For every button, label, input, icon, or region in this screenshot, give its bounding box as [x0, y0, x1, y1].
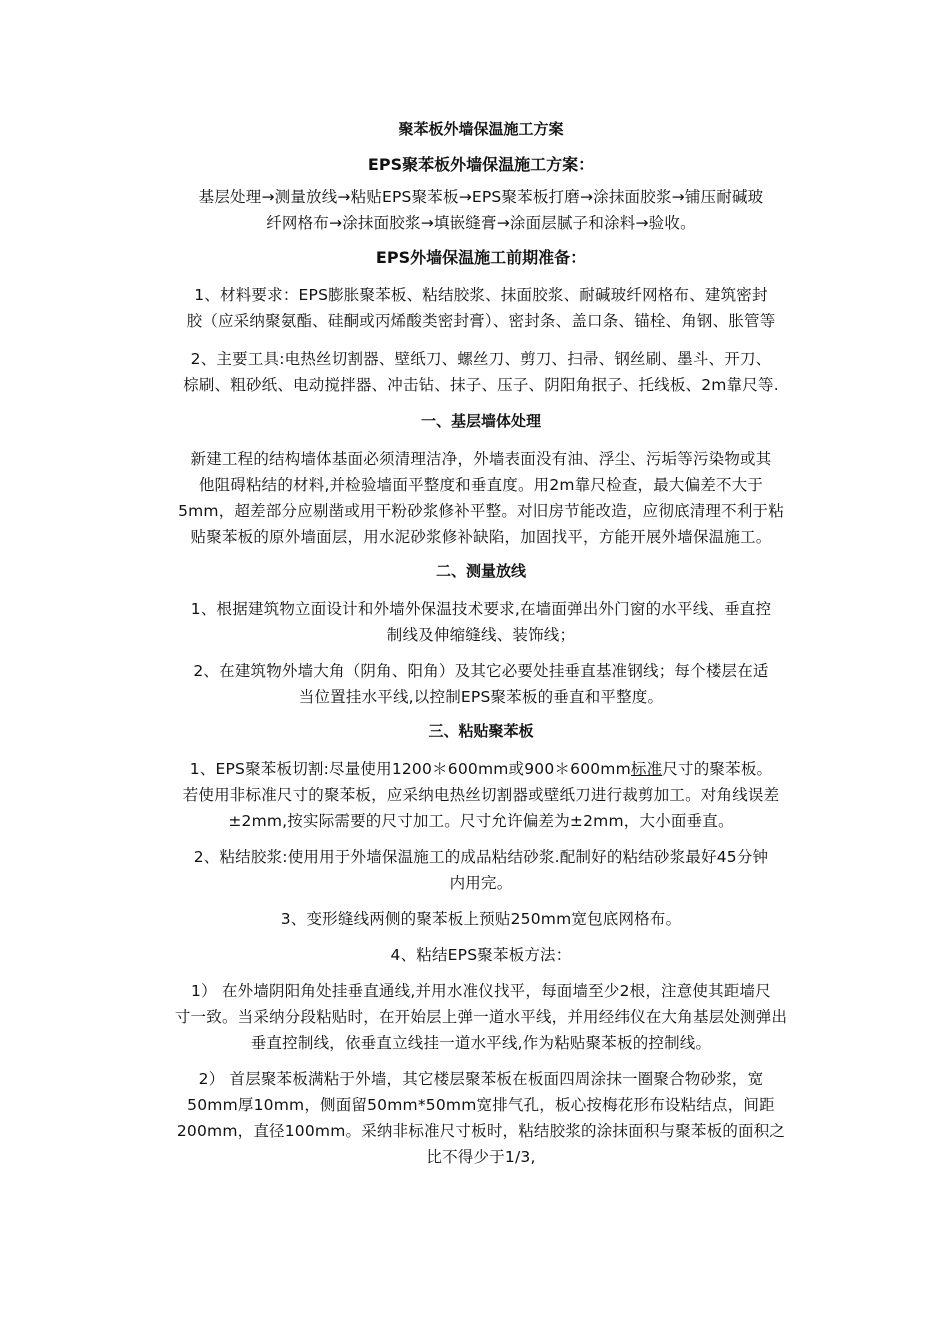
underlined-text: 标准: [630, 760, 663, 778]
paragraph-line: 内用完。: [449, 874, 513, 892]
paragraph-line: 胶（应采纳聚氨酯、硅酮或丙烯酸类密封膏）、密封条、盖口条、锚栓、角钢、胀管等: [186, 312, 776, 330]
paragraph-line: 贴聚苯板的原外墙面层，用水泥砂浆修补缺陷，加固找平，方能开展外墙保温施工。: [190, 528, 772, 546]
paragraph-line: 4、粘结EPS聚苯板方法：: [390, 946, 572, 964]
doc-title: 聚苯板外墙保温施工方案: [398, 120, 564, 138]
paragraph-line: 他阻碍粘结的材料,并检验墙面平整度和垂直度。用2m靠尺检查，最大偏差不大于: [198, 476, 764, 494]
paragraph-line: 比不得少于1/3,: [426, 1148, 536, 1166]
prep-item-2: [150, 346, 812, 398]
paragraph-line: 2、主要工具:电热丝切割器、壁纸刀、螺丝刀、剪刀、扫帚、钢丝刷、墨斗、开刀、: [190, 350, 772, 368]
section-3-item-3: [150, 906, 812, 932]
paragraph-line: ±2mm,按实际需要的尺寸加工。尺寸允许偏差为±2mm，大小面垂直。: [228, 812, 734, 830]
paragraph-line: 2、在建筑物外墙大角（阴角、阳角）及其它必要处挂垂直基准钢线；每个楼层在适: [193, 662, 769, 680]
paragraph-line: 制线及伸缩缝线、装饰线；: [386, 626, 576, 644]
text-run: 尺寸的聚苯板。: [662, 760, 773, 778]
heading-prep: EPS外墙保温施工前期准备：: [375, 248, 587, 267]
paragraph-line: 1、材料要求：EPS膨胀聚苯板、粘结胶浆、抹面胶浆、耐碱玻纤网格布、建筑密封: [194, 286, 768, 304]
section-3-4-sub-1: [150, 978, 812, 1056]
paragraph-line: 1） 在外墙阴阳角处挂垂直通线,并用水准仪找平，每面墙至少2根，注意使其距墙尺: [191, 982, 771, 1000]
text-run: 1、EPS聚苯板切割:尽量使用1200＊600mm或900＊600mm: [189, 760, 631, 778]
paragraph-line: 寸一致。当采纳分段粘贴时，在开始层上弹一道水平线，并用经纬仪在大角基层处测弹出: [174, 1008, 788, 1026]
paragraph-line: 2、粘结胶浆:使用用于外墙保温施工的成品粘结砂浆.配制好的粘结砂浆最好45分钟: [193, 848, 769, 866]
document-page: [150, 118, 812, 1170]
section-3-item-4: [150, 942, 812, 968]
heading-section-1: 一、基层墙体处理: [420, 412, 541, 430]
heading-section-3: 三、粘贴聚苯板: [428, 722, 534, 740]
paragraph-line: 2） 首层聚苯板满粘于外墙，其它楼层聚苯板在板面四周涂抹一圈聚合物砂浆，宽: [198, 1070, 764, 1088]
section-1-paragraph: [150, 446, 812, 550]
process-paragraph: [150, 184, 812, 236]
paragraph-line: 50mm厚10mm，侧面留50mm*50mm宽排气孔，板心按梅花形布设粘结点，间距: [187, 1096, 775, 1114]
paragraph-line: 3、变形缝线两侧的聚苯板上预贴250mm宽包底网格布。: [280, 910, 682, 928]
paragraph-line: 当位置挂水平线,以控制EPS聚苯板的垂直和平整度。: [298, 688, 664, 706]
process-line: 基层处理→测量放线→粘贴EPS聚苯板→EPS聚苯板打磨→涂抹面胶浆→铺压耐碱玻: [198, 188, 764, 206]
paragraph-line: 200mm，直径100mm。采纳非标准尺寸板时，粘结胶浆的涂抹面积与聚苯板的面积之: [176, 1122, 786, 1140]
heading-section-2: 二、测量放线: [435, 562, 526, 580]
paragraph-line: [150, 756, 812, 782]
section-2-item-1: [150, 596, 812, 648]
section-2-item-2: [150, 658, 812, 710]
section-3-item-1: [150, 756, 812, 834]
paragraph-line: 5mm，超差部分应剔凿或用干粉砂浆修补平整。对旧房节能改造，应彻底清理不利于粘: [178, 502, 784, 520]
paragraph-line: 1、根据建筑物立面设计和外墙外保温技术要求,在墙面弹出外门窗的水平线、垂直控: [190, 600, 772, 618]
prep-item-1: [150, 282, 812, 334]
paragraph-line: 若使用非标准尺寸的聚苯板，应采纳电热丝切割器或壁纸刀进行裁剪加工。对角线误差: [182, 786, 780, 804]
paragraph-line: 垂直控制线，依垂直立线挂一道水平线,作为粘贴聚苯板的控制线。: [250, 1034, 712, 1052]
heading-eps-plan: EPS聚苯板外墙保温施工方案：: [367, 155, 595, 174]
section-3-4-sub-2: [150, 1066, 812, 1170]
section-3-item-2: [150, 844, 812, 896]
paragraph-line: 棕刷、粗砂纸、电动搅拌器、冲击钻、抹子、压子、阴阳角抿子、托线板、2m靠尺等.: [183, 376, 779, 394]
paragraph-line: 新建工程的结构墙体基面必须清理洁净，外墙表面没有油、浮尘、污垢等污染物或其: [190, 450, 772, 468]
process-line: 纤网格布→涂抹面胶浆→填嵌缝膏→涂面层腻子和涂料→验收。: [266, 214, 696, 232]
